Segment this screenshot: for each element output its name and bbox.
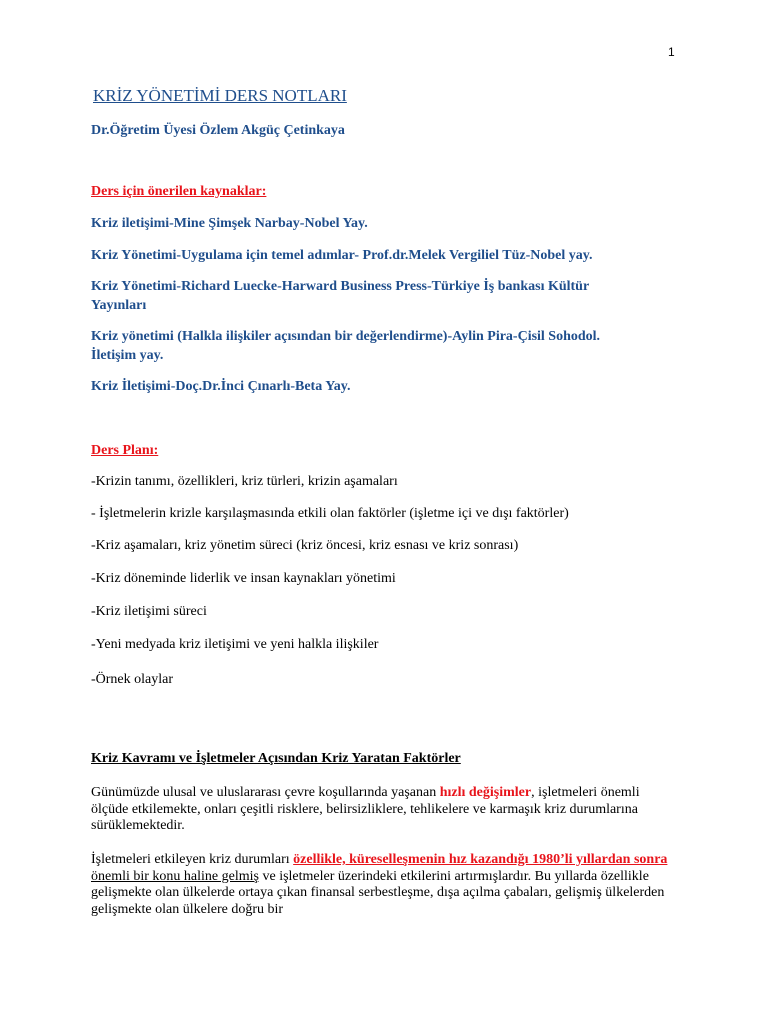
highlight-text: özellikle, küreselleşmenin hız kazandığı 1980’li yıllardan sonra	[293, 852, 668, 867]
plan-item: -Kriz iletişimi süreci	[91, 604, 207, 619]
paragraph-2	[91, 852, 671, 918]
paragraph-text: ve işletmeler üzerindeki etkilerini artırmışlardır. Bu yıllarda özellikle gelişmekte olan ülkelerde ortaya çıkan finansal serbestleşme, dışa açılma çabaları, gelişmiş ülkelerden gelişmekte olan ülkelere doğru bir	[91, 868, 665, 917]
resource-item: Kriz Yönetimi-Uygulama için temel adımlar- Prof.dr.Melek Vergiliel Tüz-Nobel yay.	[91, 248, 593, 263]
resource-item: Kriz yönetimi (Halkla ilişkiler açısından bir değerlendirme)-Aylin Pira-Çisil Sohodol.	[91, 329, 601, 344]
plan-heading: Ders Planı:	[91, 443, 159, 458]
plan-item: -Kriz döneminde liderlik ve insan kaynakları yönetimi	[91, 571, 396, 586]
resource-item: Kriz Yönetimi-Richard Luecke-Harward Business Press-Türkiye İş bankası Kültür	[91, 279, 590, 294]
resource-item: Kriz iletişimi-Mine Şimşek Narbay-Nobel Yay.	[91, 216, 368, 231]
paragraph-text: , işletmeleri önemli ölçüde etkilemekte, onları çeşitli risklere, belirsizliklere, tehlikelere ve karmaşık kriz durumlarına sürüklemektedir.	[91, 785, 640, 833]
plan-item: - İşletmelerin krizle karşılaşmasında etkili olan faktörler (işletme içi ve dışı faktörler)	[91, 506, 569, 521]
resource-item-continued: Yayınları	[91, 298, 147, 313]
plan-item: -Örnek olaylar	[91, 672, 174, 687]
resource-item: Kriz İletişimi-Doç.Dr.İnci Çınarlı-Beta Yay.	[91, 379, 351, 394]
underlined-text: önemli bir konu haline gelmiş	[91, 868, 259, 884]
page-number: 1	[668, 45, 675, 59]
document-title: KRİZ YÖNETİMİ DERS NOTLARI	[93, 86, 347, 105]
section-heading: Kriz Kavramı ve İşletmeler Açısından Kriz Yaratan Faktörler	[91, 751, 461, 766]
plan-item: -Kriz aşamaları, kriz yönetim süreci (kriz öncesi, kriz esnası ve kriz sonrası)	[91, 538, 519, 553]
plan-item: -Yeni medyada kriz iletişimi ve yeni halkla ilişkiler	[91, 637, 379, 652]
paragraph-1	[91, 785, 671, 835]
resource-item-continued: İletişim yay.	[91, 348, 164, 363]
plan-item: -Krizin tanımı, özellikleri, kriz türleri, krizin aşamaları	[91, 474, 398, 489]
paragraph-text: Günümüzde ulusal ve uluslararası çevre koşullarında yaşanan	[91, 785, 440, 800]
highlight-text: hızlı değişimler	[439, 785, 532, 800]
author-line: Dr.Öğretim Üyesi Özlem Akgüç Çetinkaya	[91, 123, 345, 138]
paragraph-text: İşletmeleri etkileyen kriz durumları	[91, 852, 294, 867]
resources-heading: Ders için önerilen kaynaklar:	[91, 184, 267, 199]
